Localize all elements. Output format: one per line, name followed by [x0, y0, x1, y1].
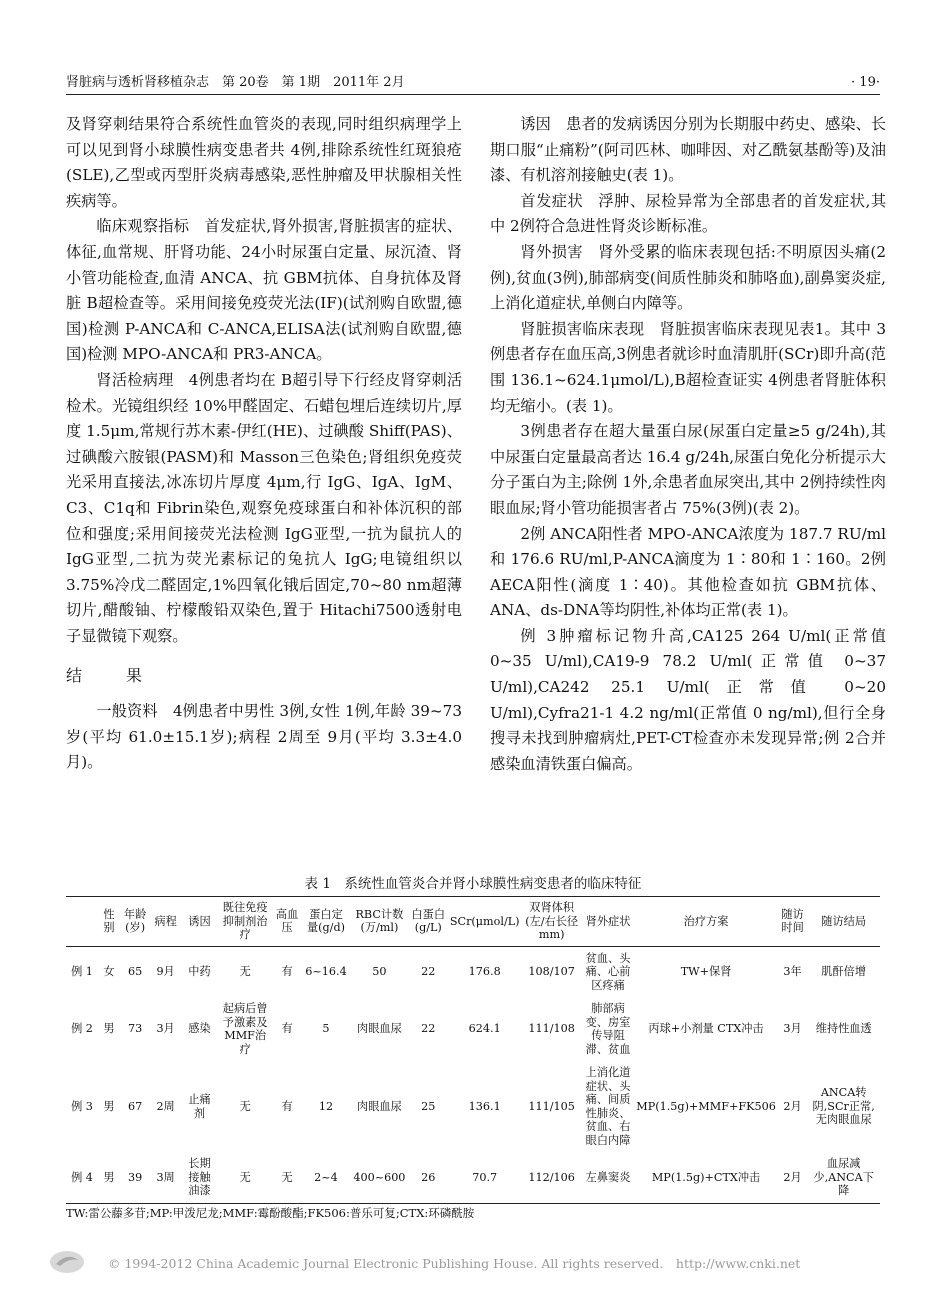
table-cell: 176.8 — [468, 965, 501, 978]
table-cell: 22 — [421, 965, 436, 978]
table-cell: MP(1.5g)+CTX冲击 — [634, 1152, 778, 1203]
table-header-cell: 既往免疫抑制剂治疗 — [218, 897, 272, 947]
table-cell: 例 2 — [71, 1022, 93, 1036]
paragraph: 2例 ANCA阳性者 MPO-ANCA浓度为 187.7 RU/ml和 176.6 RU/ml,P-ANCA滴度为 1∶80和 1∶160。2例 AECA阳性(滴度 1∶40)。其他检查如抗 GBM抗体、ANA、ds-DNA等均阴性,补体均正常(表 1)。 — [490, 524, 886, 620]
table-cell: 111/105 — [528, 1099, 575, 1113]
table-header-cell: 随访时间 — [778, 897, 808, 947]
table-header-cell: 诱因 — [181, 897, 218, 947]
paragraph: 诱因 患者的发病诱因分别为长期服中药史、感染、长期口服“止痛粉”(阿司匹林、咖啡因、对乙酰氨基酚等)及油漆、有机溶剂接触史(表 1)。 — [490, 115, 887, 185]
table-header-cell: 蛋白定量(g/d) — [302, 897, 350, 947]
table-cell: 贫血、头痛、心前区疼痛 — [585, 951, 631, 992]
table-cell: 112/106 — [522, 1152, 582, 1203]
table-cell: 108/107 — [528, 965, 575, 978]
table-cell: 111/108 — [528, 1022, 575, 1036]
paragraph: 肾外损害 肾外受累的临床表现包括:不明原因头痛(2例),贫血(3例),肺部病变(间质性肺炎和肺咯血),副鼻窦炎症,上消化道症状,单侧白内障等。 — [490, 242, 886, 313]
table-cell: 50 — [372, 965, 387, 978]
paragraph: 例 3肿瘤标记物升高,CA125 264 U/ml(正常值 0~35 U/ml),CA19-9 78.2 U/ml(正常值 0~37 U/ml),CA242 25.1 U/ml(正常值 0~20 U/ml),Cyfra21-1 4.2 ng/ml(正常值 0 ng/ml),但行全身搜寻未找到肿瘤病灶,PET-CT检查亦未发现异常;例 2合并感染血清铁蛋白偏高。 — [490, 626, 886, 773]
table-row — [66, 946, 880, 997]
journal-info: 肾脏病与透析肾移植杂志 第 20卷 第 1期 2011年 2月 — [66, 75, 405, 90]
paragraph-heading: 肾外损害 — [520, 242, 584, 261]
paragraph: 3例患者存在超大量蛋白尿(尿蛋白定量≥5 g/24h),其中尿蛋白定量最高者达 16.4 g/24h,尿蛋白免化分析提示大分子蛋白为主;除例 1外,余患者血尿突出,其中 2例持续性肉眼血尿;肾小管功能损害者占 75%(3例)(表 2)。 — [490, 422, 886, 517]
paragraph-heading: 一般资料 — [96, 702, 158, 721]
table-caption: 表 1 系统性血管炎合并肾小球膜性病变患者的临床特征 — [304, 876, 642, 892]
running-header — [66, 66, 880, 90]
table-cell: 39 — [120, 1152, 150, 1203]
table-cell: 3周 — [150, 1152, 181, 1203]
table-cell: 起病后曾予激素及MMF治疗 — [222, 1002, 268, 1056]
page-number: · 19· — [851, 75, 880, 90]
table-cell: 感染 — [188, 1022, 211, 1036]
table-cell: 2周 — [156, 1099, 175, 1113]
table-cell: 624.1 — [468, 1022, 501, 1036]
table-cell: 例 3 — [71, 1099, 93, 1113]
table-cell: 无 — [239, 1099, 251, 1113]
table-cell: 136.1 — [468, 1099, 501, 1113]
table-header-cell: 肾外症状 — [582, 897, 635, 947]
section-title-results: 结 果 — [66, 666, 157, 686]
table-header-cell — [66, 897, 98, 947]
paragraph-heading: 诱因 — [520, 115, 551, 133]
table-header-cell: 白蛋白(g/L) — [409, 897, 448, 947]
table-cell: 有 — [281, 1022, 293, 1036]
cnki-logo-icon — [48, 1248, 86, 1276]
table-cell: TW+保肾 — [680, 965, 732, 978]
page-footer — [0, 1248, 950, 1278]
table-cell: 血尿减少,ANCA下降 — [807, 1152, 880, 1203]
table-header-cell: 病程 — [150, 897, 181, 947]
table-cell: 例 1 — [71, 965, 93, 978]
table-cell: 肉眼血尿 — [357, 1099, 402, 1113]
table-cell: 中药 — [188, 965, 211, 978]
right-column — [490, 112, 886, 777]
table-cell: MP(1.5g)+MMF+FK506 — [636, 1099, 776, 1113]
table-header-cell: 治疗方案 — [634, 897, 778, 947]
table-cell: 3月 — [783, 1022, 802, 1036]
header-rule — [66, 94, 880, 95]
table-cell: 25 — [421, 1099, 436, 1113]
table-cell: 有 — [281, 1099, 293, 1113]
table-cell: 长期接触油漆 — [181, 1152, 218, 1203]
table-cell: 左鼻窦炎 — [582, 1152, 635, 1203]
table-cell: 例 4 — [66, 1152, 98, 1203]
paragraph: 临床观察指标 首发症状,肾外损害,肾脏损害的症状、体征,血常规、肝肾功能、24小时尿蛋白定量、尿沉渣、肾小管功能检查,血清 ANCA、抗 GBM抗体、自身抗体及肾脏 B超检查等。采用间接免疫荧光法(IF)(试剂购自欧盟,德国)检测 P-ANCA和 C-ANCA,ELISA法(试剂购自欧盟,德国)检测 MPO-ANCA和 PR3-ANCA。 — [66, 217, 463, 364]
paragraph: 肾脏损害临床表现 肾脏损害临床表现见表1。其中 3例患者存在血压高,3例患者就诊时血清肌肝(SCr)即升高(范围 136.1~624.1μmol/L),B超检查证实 4例患者肾脏体积均无缩小。(表 1)。 — [490, 319, 887, 415]
paragraph-heading: 肾脏损害临床表现 — [520, 319, 645, 338]
table-row — [66, 1061, 880, 1152]
clinical-features-table — [66, 896, 880, 1204]
table-header-cell: 随访结局 — [807, 897, 880, 947]
table-cell: 65 — [127, 965, 143, 978]
table-footnote: TW:雷公藤多苷;MP:甲泼尼龙;MMF:霉酚酸酯;FK506:普乐可复;CTX:环磷酰胺 — [66, 1206, 475, 1220]
table-cell: 肌酐倍增 — [821, 965, 867, 978]
table-row — [66, 997, 880, 1061]
table-cell: 26 — [409, 1152, 448, 1203]
table-cell: 73 — [127, 1022, 143, 1036]
paragraph: 首发症状 浮肿、尿检异常为全部患者的首发症状,其中 2例符合急进性肾炎诊断标准。 — [490, 191, 887, 236]
table-header-cell: 性别 — [98, 897, 120, 947]
paragraph: 一般资料 4例患者中男性 3例,女性 1例,年龄 39~73岁(平均 61.0±15.1岁);病程 2周至 9月(平均 3.3±4.0月)。 — [66, 702, 462, 772]
table-cell: 无 — [272, 1152, 302, 1203]
table-cell: 无 — [239, 965, 251, 978]
table-header-cell: 年龄(岁) — [120, 897, 150, 947]
table-cell: ANCA转阴,SCr正常,无肉眼血尿 — [812, 1086, 875, 1127]
table-cell: 男 — [103, 1099, 115, 1113]
left-column — [66, 112, 462, 776]
table-cell: 2~4 — [302, 1152, 350, 1203]
table-cell: 维持性血透 — [815, 1022, 872, 1036]
table-cell: 丙球+小剂量 CTX冲击 — [648, 1022, 764, 1036]
table-cell: 3月 — [156, 1022, 175, 1036]
table-cell: 女 — [103, 965, 115, 978]
copyright-notice: © 1994-2012 China Academic Journal Electronic Publishing House. All rights reserved. http://www.cnki.net — [108, 1256, 801, 1271]
table-cell: 无 — [218, 1152, 272, 1203]
table-cell: 22 — [421, 1022, 436, 1036]
paragraph-heading: 临床观察指标 — [96, 217, 190, 236]
table-cell: 有 — [281, 965, 293, 978]
table-header-cell: 双肾体积(左/右长径 mm) — [522, 897, 582, 947]
table-cell: 3年 — [783, 965, 802, 978]
table-cell: 6~16.4 — [305, 965, 347, 978]
table-cell: 肺部病变、房室传导阻滞、贫血 — [585, 1002, 631, 1056]
table-cell: 上消化道症状、头痛、间质性肺炎、贫血、右眼白内障 — [585, 1066, 631, 1147]
table-header-cell: RBC计数(万/ml) — [350, 897, 409, 947]
table-cell: 5 — [322, 1022, 330, 1036]
paragraph-heading: 首发症状 — [520, 191, 584, 210]
table-row — [66, 1152, 880, 1203]
table-cell: 肉眼血尿 — [357, 1022, 402, 1036]
table-cell: 男 — [103, 1022, 115, 1036]
table-cell: 2月 — [783, 1099, 802, 1113]
table-cell: 9月 — [156, 965, 175, 978]
table-header-cell: SCr(μmol/L) — [448, 897, 522, 947]
clinical-table-container — [66, 896, 880, 1204]
paragraph: 肾活检病理 4例患者均在 B超引导下行经皮肾穿刺活检术。光镜组织经 10%甲醛固定、石蜡包埋后连续切片,厚度 1.5μm,常规行苏木素-伊红(HE)、过碘酸 Shiff(PAS)、过碘酸六胺银(PASM)和 Masson三色染色;肾组织免疫荧光采用直接法,冰冻切片厚度 4μm,行 IgG、IgA、IgM、C3、C1q和 Fibrin染色,观察免疫球蛋白和补体沉积的部位和强度;采用间接荧光法检测 IgG亚型,一抗为鼠抗人的 IgG亚型,二抗为荧光素标记的兔抗人 IgG;电镜组织以 3.75%冷戊二醛固定,1%四氧化锇后固定,70~80 nm超薄切片,醋酸铀、柠檬酸铅双染色,置于 Hitachi7500透射电子显微镜下观察。 — [66, 370, 463, 645]
paragraph-heading: 肾活检病理 — [96, 370, 174, 389]
table-cell: 男 — [98, 1152, 120, 1203]
table-cell: 止痛剂 — [188, 1093, 211, 1120]
table-header-row — [66, 897, 880, 947]
table-cell: 2月 — [778, 1152, 808, 1203]
table-cell: 67 — [127, 1099, 143, 1113]
table-cell: 12 — [318, 1099, 334, 1113]
table-cell: 400~600 — [350, 1152, 409, 1203]
table-cell: 70.7 — [448, 1152, 522, 1203]
paragraph: 及肾穿刺结果符合系统性血管炎的表现,同时组织病理学上可以见到肾小球膜性病变患者共 4例,排除系统性红斑狼疮(SLE),乙型或丙型肝炎病毒感染,恶性肿瘤及甲状腺相关性疾病等。 — [66, 115, 462, 210]
table-header-cell: 高血压 — [272, 897, 302, 947]
